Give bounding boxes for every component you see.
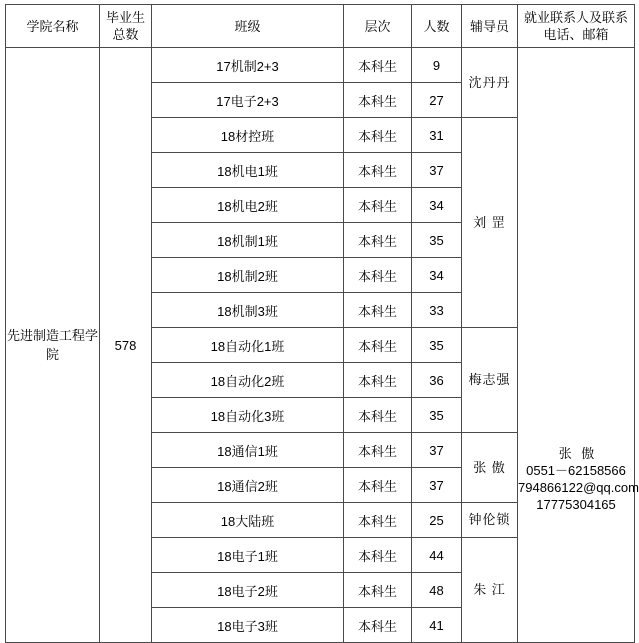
class-name-cell: 18机制2班 bbox=[152, 258, 344, 293]
tutor-cell: 钟伦锁 bbox=[462, 503, 518, 538]
class-name-cell: 18自动化3班 bbox=[152, 398, 344, 433]
header-level: 层次 bbox=[344, 5, 412, 48]
student-count-cell: 41 bbox=[412, 608, 462, 643]
student-count-cell: 48 bbox=[412, 573, 462, 608]
level-cell: 本科生 bbox=[344, 363, 412, 398]
student-count-cell: 31 bbox=[412, 118, 462, 153]
tutor-cell: 张 傲 bbox=[462, 433, 518, 503]
class-name-cell: 18大陆班 bbox=[152, 503, 344, 538]
student-count-cell: 37 bbox=[412, 433, 462, 468]
header-college: 学院名称 bbox=[6, 5, 100, 48]
level-cell: 本科生 bbox=[344, 223, 412, 258]
level-cell: 本科生 bbox=[344, 328, 412, 363]
class-name-cell: 18电子3班 bbox=[152, 608, 344, 643]
class-name-cell: 18通信1班 bbox=[152, 433, 344, 468]
tutor-cell: 刘 罡 bbox=[462, 118, 518, 328]
employment-contact-cell bbox=[518, 48, 639, 643]
contact-phone-mobile: 17775304165 bbox=[536, 497, 616, 512]
student-count-cell: 27 bbox=[412, 83, 462, 118]
tutor-cell: 朱 江 bbox=[462, 538, 518, 643]
student-count-cell: 44 bbox=[412, 538, 462, 573]
level-cell: 本科生 bbox=[344, 118, 412, 153]
header-row bbox=[6, 5, 635, 48]
tutor-cell: 沈丹丹 bbox=[462, 48, 518, 118]
class-name-cell: 17电子2+3 bbox=[152, 83, 344, 118]
student-count-cell: 34 bbox=[412, 258, 462, 293]
contact-block bbox=[518, 177, 639, 513]
level-cell: 本科生 bbox=[344, 468, 412, 503]
table-body bbox=[6, 48, 639, 643]
contact-phone-office: 0551－62158566 bbox=[526, 463, 626, 478]
student-count-cell: 37 bbox=[412, 153, 462, 188]
level-cell: 本科生 bbox=[344, 538, 412, 573]
student-count-cell: 35 bbox=[412, 223, 462, 258]
level-cell: 本科生 bbox=[344, 188, 412, 223]
graduate-total-cell: 578 bbox=[100, 48, 152, 643]
level-cell: 本科生 bbox=[344, 83, 412, 118]
student-count-cell: 34 bbox=[412, 188, 462, 223]
header-tutor: 辅导员 bbox=[462, 5, 518, 48]
graduates-table bbox=[5, 4, 639, 643]
student-count-cell: 35 bbox=[412, 398, 462, 433]
header-contact: 就业联系人及联系电话、邮箱 bbox=[518, 5, 635, 48]
college-name-cell: 先进制造工程学院 bbox=[6, 48, 100, 643]
class-name-cell: 18自动化1班 bbox=[152, 328, 344, 363]
class-name-cell: 18电子2班 bbox=[152, 573, 344, 608]
class-name-cell: 18机制3班 bbox=[152, 293, 344, 328]
class-name-cell: 18机制1班 bbox=[152, 223, 344, 258]
student-count-cell: 35 bbox=[412, 328, 462, 363]
class-name-cell: 18机电1班 bbox=[152, 153, 344, 188]
class-name-cell: 18通信2班 bbox=[152, 468, 344, 503]
level-cell: 本科生 bbox=[344, 608, 412, 643]
class-name-cell: 18电子1班 bbox=[152, 538, 344, 573]
level-cell: 本科生 bbox=[344, 48, 412, 83]
class-name-cell: 18自动化2班 bbox=[152, 363, 344, 398]
level-cell: 本科生 bbox=[344, 573, 412, 608]
header-count: 人数 bbox=[412, 5, 462, 48]
student-count-cell: 9 bbox=[412, 48, 462, 83]
document-page bbox=[0, 4, 639, 634]
student-count-cell: 37 bbox=[412, 468, 462, 503]
student-count-cell: 25 bbox=[412, 503, 462, 538]
level-cell: 本科生 bbox=[344, 258, 412, 293]
class-name-cell: 18机电2班 bbox=[152, 188, 344, 223]
student-count-cell: 36 bbox=[412, 363, 462, 398]
tutor-cell: 梅志强 bbox=[462, 328, 518, 433]
level-cell: 本科生 bbox=[344, 293, 412, 328]
contact-email: 794866122@qq.com bbox=[518, 480, 639, 495]
contact-person-name: 张 傲 bbox=[558, 446, 598, 461]
header-class: 班级 bbox=[152, 5, 344, 48]
header-total: 毕业生总数 bbox=[100, 5, 152, 48]
table-header bbox=[6, 5, 635, 48]
level-cell: 本科生 bbox=[344, 433, 412, 468]
level-cell: 本科生 bbox=[344, 398, 412, 433]
level-cell: 本科生 bbox=[344, 153, 412, 188]
class-name-cell: 17机制2+3 bbox=[152, 48, 344, 83]
level-cell: 本科生 bbox=[344, 503, 412, 538]
student-count-cell: 33 bbox=[412, 293, 462, 328]
table-row bbox=[6, 48, 635, 83]
class-name-cell: 18材控班 bbox=[152, 118, 344, 153]
